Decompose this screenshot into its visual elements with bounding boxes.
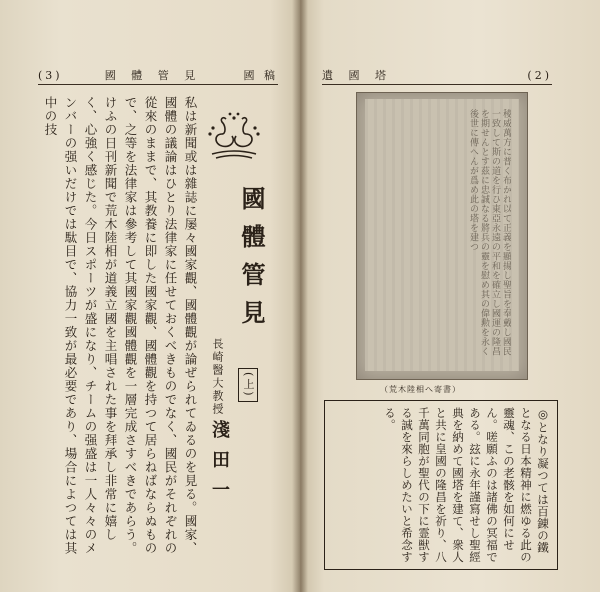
left-page-number: (3) [38, 68, 63, 82]
inscription-photo [356, 92, 528, 380]
author-affiliation: 長崎醫大教授 [211, 338, 224, 416]
article-title: 國體管見 [237, 186, 266, 338]
photo-caption: （荒木陸相へ寄書） [380, 385, 461, 394]
left-running-title: 國 體 管 見 [104, 69, 202, 82]
bullet-mark: ◎ [536, 407, 550, 422]
boxed-note-text [329, 407, 551, 563]
left-header [38, 66, 278, 85]
photo-surface [365, 99, 519, 371]
boxed-note [324, 400, 558, 570]
journal-name: 國 稿 [243, 69, 278, 82]
swan-emblem-icon [204, 108, 264, 164]
book-spine [292, 0, 308, 592]
right-header [322, 66, 552, 85]
boxed-note-body: となり凝つては百錬の鐵となる日本精神に燃ゆる此の靈魂、この老骸を如何にせん。嗟願ふのは諸佛の冥福である。玆に永年謹寫せし聖經典を納めて國塔を建て、衆人と共に皇國の隆昌を祈り、八千萬同胞が聖代の下に霊獣する誠を來らしめたいと希念する。 [383, 407, 550, 563]
article-body: 私は新聞或は雜誌に屡々國家觀、國體觀が論ぜられてゐるのを見る。國家、國體の議論はひとり法律家に任せておくべきものでなく、國民がそれぞれの從來のままで、其教養に即した國家觀、國體觀を持つて居らねばならぬもので、之等を法律家は參考して其國家觀國體觀を一層完成さすべきであらう。けふの日刊新聞で荒木陸相が道義立國を主唱された事を拜承し非常に嬉しく、心強く感じた。今日スポーツが盛になり、チームの强盛は一人々々のメンバーの强いだけでは駄目で、協力一致が最必要であり、場合によつては其中の技 [43, 96, 198, 555]
author-name: 淺田一 [209, 420, 230, 510]
article-subtitle: (上) [238, 368, 258, 402]
right-running-title: 遺 國 塔 [322, 69, 392, 82]
right-page-number: (2) [527, 68, 552, 82]
photo-inscription: 稜威萬方に普く布かれ以て正義を顯揚し聖旨を奉戴し國民一致して斯の道を行ひ東亞永遠の平和を確立し國運の隆昌を期せんとす茲に忠誠なる將兵の靈を慰め其の偉勲を永く後世に傳へんが爲め此の塔を建つ [468, 109, 511, 356]
